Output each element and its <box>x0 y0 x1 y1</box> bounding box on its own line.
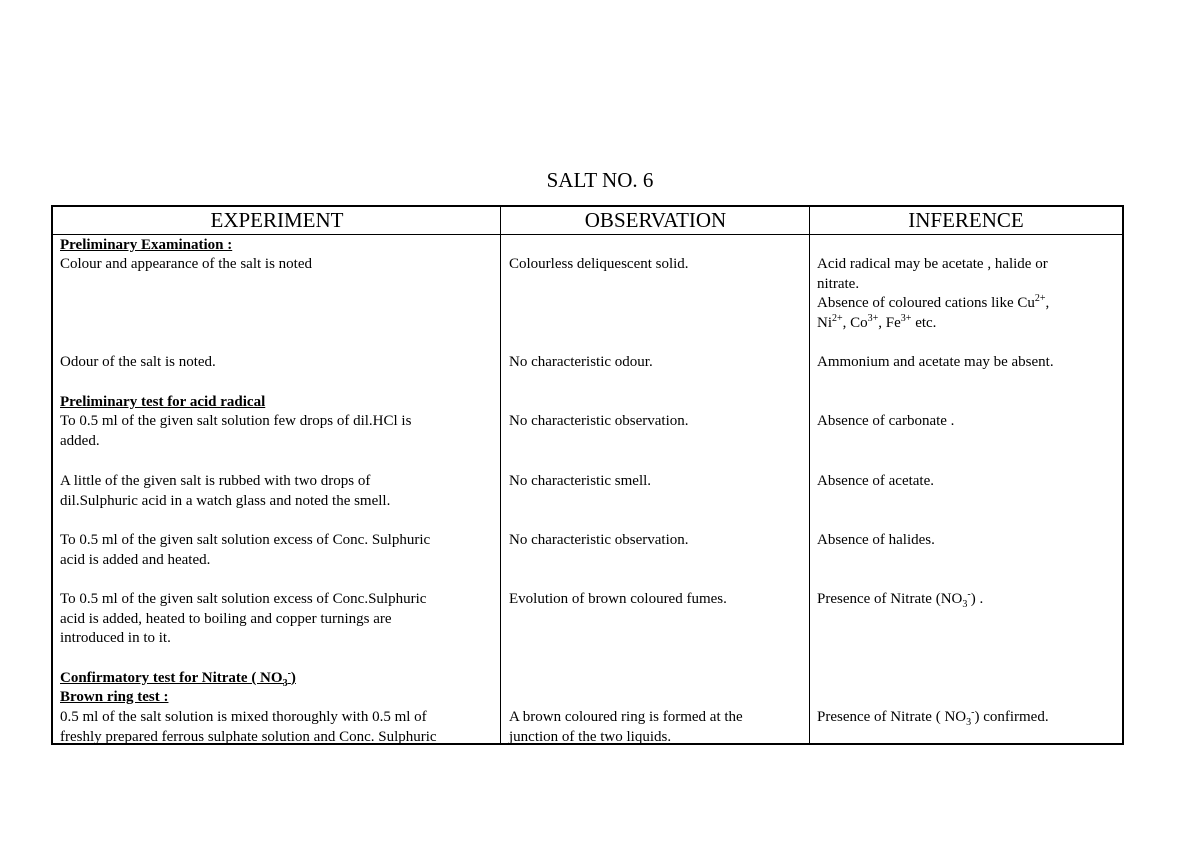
experiment-text: Colour and appearance of the salt is noted <box>60 256 312 272</box>
section-heading-acid-radical: Preliminary test for acid radical <box>60 394 266 410</box>
inference-text: Presence of Nitrate $(NO_3^-)$ . <box>817 589 984 610</box>
header-inference: INFERENCE <box>908 208 1024 232</box>
observation-text: No characteristic smell. <box>509 473 652 489</box>
observation-text: No characteristic odour. <box>509 354 653 370</box>
table-header-row <box>53 207 1122 235</box>
inference-text: Absence of acetate. <box>817 473 935 489</box>
section-heading-confirmatory-test: Confirmatory test for Nitrate ( $NO_3^-$) <box>60 668 296 689</box>
salt-analysis-table <box>51 205 1124 745</box>
subheading-brown-ring-test: Brown ring test : <box>60 689 169 705</box>
observation-text: Colourless deliquescent solid. <box>509 256 689 272</box>
observation-text: Evolution of brown coloured fumes. <box>509 591 727 607</box>
experiment-text: Odour of the salt is noted. <box>60 354 216 370</box>
section-heading-preliminary-examination: Preliminary Examination : <box>60 237 233 253</box>
inference-text <box>817 255 1049 333</box>
inference-text: Ammonium and acetate may be absent. <box>817 354 1054 370</box>
inference-text: Presence of Nitrate ( $NO_3^-$) confirmed. <box>817 707 1049 728</box>
column-divider <box>809 207 810 743</box>
experiment-text: To 0.5 ml of the given salt solution excess of Conc.Sulphuric acid is added, heated to boiling and copper turnings are introduced in to it. <box>60 591 427 646</box>
experiment-text: 0.5 ml of the salt solution is mixed thoroughly with 0.5 ml of freshly prepared ferrous sulphate solution and Conc. Sulphuric <box>60 709 437 745</box>
experiment-text: To 0.5 ml of the given salt solution excess of Conc. Sulphuric acid is added and heated. <box>60 532 431 568</box>
header-observation: OBSERVATION <box>584 208 727 232</box>
page-title: SALT NO. 6 <box>546 168 654 192</box>
inference-text: Absence of carbonate . <box>817 413 955 429</box>
observation-text: A brown coloured ring is formed at the junction of the two liquids. <box>509 709 743 745</box>
header-experiment: EXPERIMENT <box>210 208 344 232</box>
experiment-text: To 0.5 ml of the given salt solution few drops of dil.HCl is added. <box>60 413 412 449</box>
observation-text: No characteristic observation. <box>509 413 689 429</box>
inference-line: Absence of coloured cations like $Cu^{2+}$, <box>817 293 1050 311</box>
observation-text: No characteristic observation. <box>509 532 689 548</box>
inference-text: Absence of halides. <box>817 532 935 548</box>
experiment-text: A little of the given salt is rubbed with two drops of dil.Sulphuric acid in a watch glass and noted the smell. <box>60 473 391 509</box>
column-divider <box>500 207 501 743</box>
inference-line: nitrate. <box>817 275 860 292</box>
inference-line: Acid radical may be acetate , halide or <box>817 256 1048 272</box>
inference-line: $Ni^{2+}$, $Co^{3+}$, $Fe^{3+}$ etc. <box>817 312 937 331</box>
